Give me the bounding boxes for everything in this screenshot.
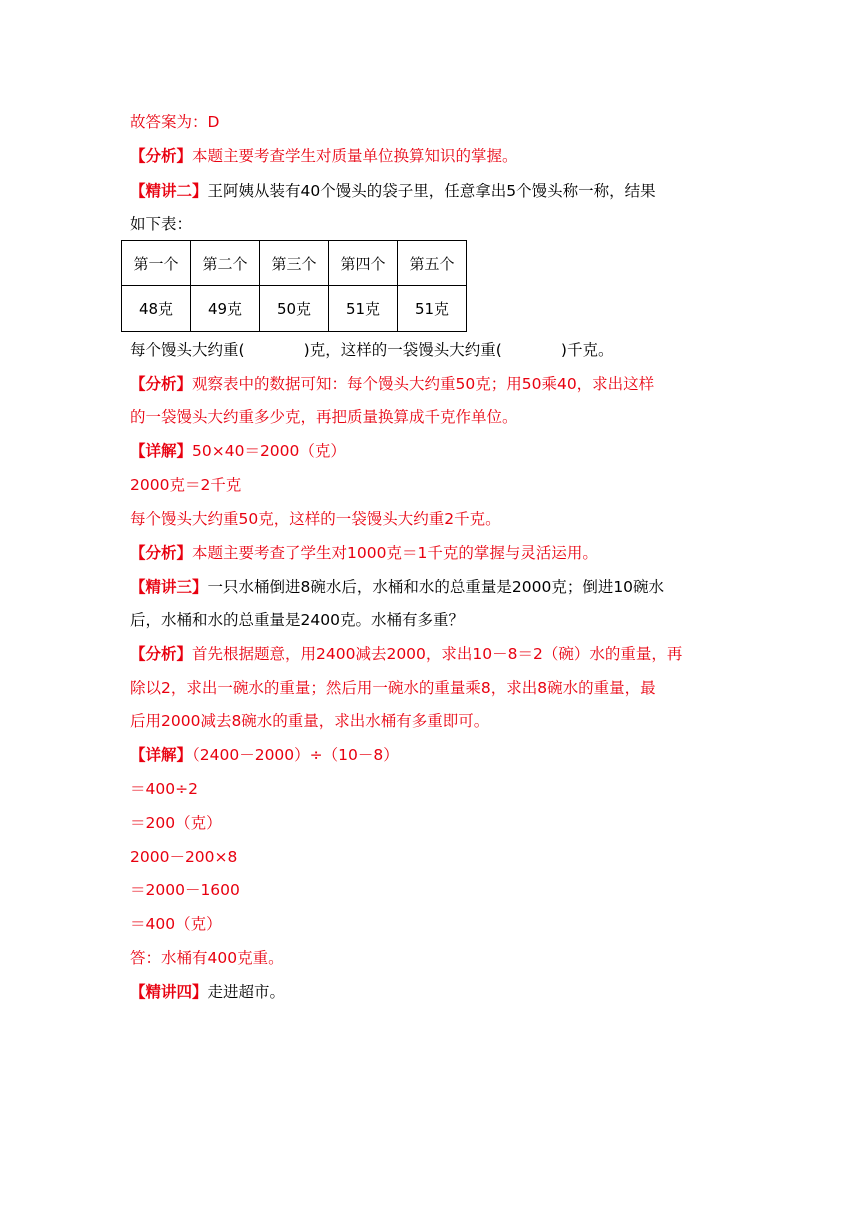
calc-line-3: 2000－200×8 (130, 848, 238, 866)
detail-tag: 【详解】 (130, 746, 193, 764)
lecture-2-tag: 【精讲二】 (130, 182, 208, 200)
answer-3-line: 答：水桶有400克重。 (130, 949, 284, 967)
analysis-2-line (130, 373, 740, 395)
lecture-3-tag: 【精讲三】 (130, 578, 208, 596)
detail-tag: 【详解】 (130, 442, 193, 460)
analysis-tag: 【分析】 (130, 544, 193, 562)
analysis-text: 观察表中的数据可知：每个馒头大约重50克；用50乘40，求出这样 (192, 375, 655, 393)
calc-line-5: ＝400（克） (130, 915, 222, 933)
table-header-cell: 第五个 (398, 241, 467, 286)
table-header-cell: 第四个 (329, 241, 398, 286)
analysis-tag: 【分析】 (130, 375, 193, 393)
lecture-2-line-2: 如下表： (130, 215, 193, 233)
table-header-cell: 第三个 (260, 241, 329, 286)
detail-2-line-2: 2000克＝2千克 (130, 476, 242, 494)
analysis-text: 本题主要考查学生对质量单位换算知识的掌握。 (192, 147, 518, 165)
question-2-line: 每个馒头大约重( )克，这样的一袋馒头大约重( )千克。 (130, 341, 614, 359)
table-value-cell: 50克 (260, 286, 329, 332)
analysis-text: 首先根据题意，用2400减去2000，求出10－8＝2（碗）水的重量，再 (192, 645, 683, 663)
table-header-cell: 第一个 (122, 241, 191, 286)
analysis-2-line-2: 的一袋馒头大约重多少克，再把质量换算成千克作单位。 (130, 408, 518, 426)
table-value-row (122, 286, 467, 332)
table-header-row (122, 241, 467, 286)
analysis-line-1 (130, 145, 740, 167)
table-value-cell: 51克 (398, 286, 467, 332)
answer-line: 故答案为：D (130, 113, 220, 131)
detail-text: （2400－2000）÷（10－8） (192, 746, 399, 764)
table-header-cell: 第二个 (191, 241, 260, 286)
steamed-bun-weight-table (121, 240, 467, 332)
lecture-4-line (130, 981, 740, 1003)
lecture-4-text: 走进超市。 (207, 983, 286, 1001)
lecture-3-line-2: 后，水桶和水的总重量是2400克。水桶有多重？ (130, 611, 464, 629)
lecture-3-text: 一只水桶倒进8碗水后，水桶和水的总重量是2000克；倒进10碗水 (207, 578, 665, 596)
lecture-4-tag: 【精讲四】 (130, 983, 208, 1001)
analysis-4-line-3: 后用2000减去8碗水的重量，求出水桶有多重即可。 (130, 712, 490, 730)
analysis-text: 本题主要考查了学生对1000克＝1千克的掌握与灵活运用。 (192, 544, 598, 562)
detail-2-line-3: 每个馒头大约重50克，这样的一袋馒头大约重2千克。 (130, 510, 501, 528)
table-value-cell: 51克 (329, 286, 398, 332)
table-value-cell: 48克 (122, 286, 191, 332)
analysis-4-line (130, 643, 740, 665)
calc-line-4: ＝2000－1600 (130, 881, 240, 899)
calc-line-1: ＝400÷2 (130, 780, 198, 798)
lecture-2-line (130, 180, 740, 202)
detail-3-line (130, 744, 740, 766)
detail-text: 50×40＝2000（克） (192, 442, 346, 460)
calc-line-2: ＝200（克） (130, 814, 222, 832)
detail-2-line (130, 440, 740, 462)
lecture-2-text: 王阿姨从装有40个馒头的袋子里，任意拿出5个馒头称一称，结果 (207, 182, 656, 200)
analysis-tag: 【分析】 (130, 147, 193, 165)
analysis-tag: 【分析】 (130, 645, 193, 663)
analysis-3-line (130, 542, 740, 564)
lecture-3-line (130, 576, 740, 598)
analysis-4-line-2: 除以2，求出一碗水的重量；然后用一碗水的重量乘8，求出8碗水的重量，最 (130, 679, 656, 697)
table-value-cell: 49克 (191, 286, 260, 332)
